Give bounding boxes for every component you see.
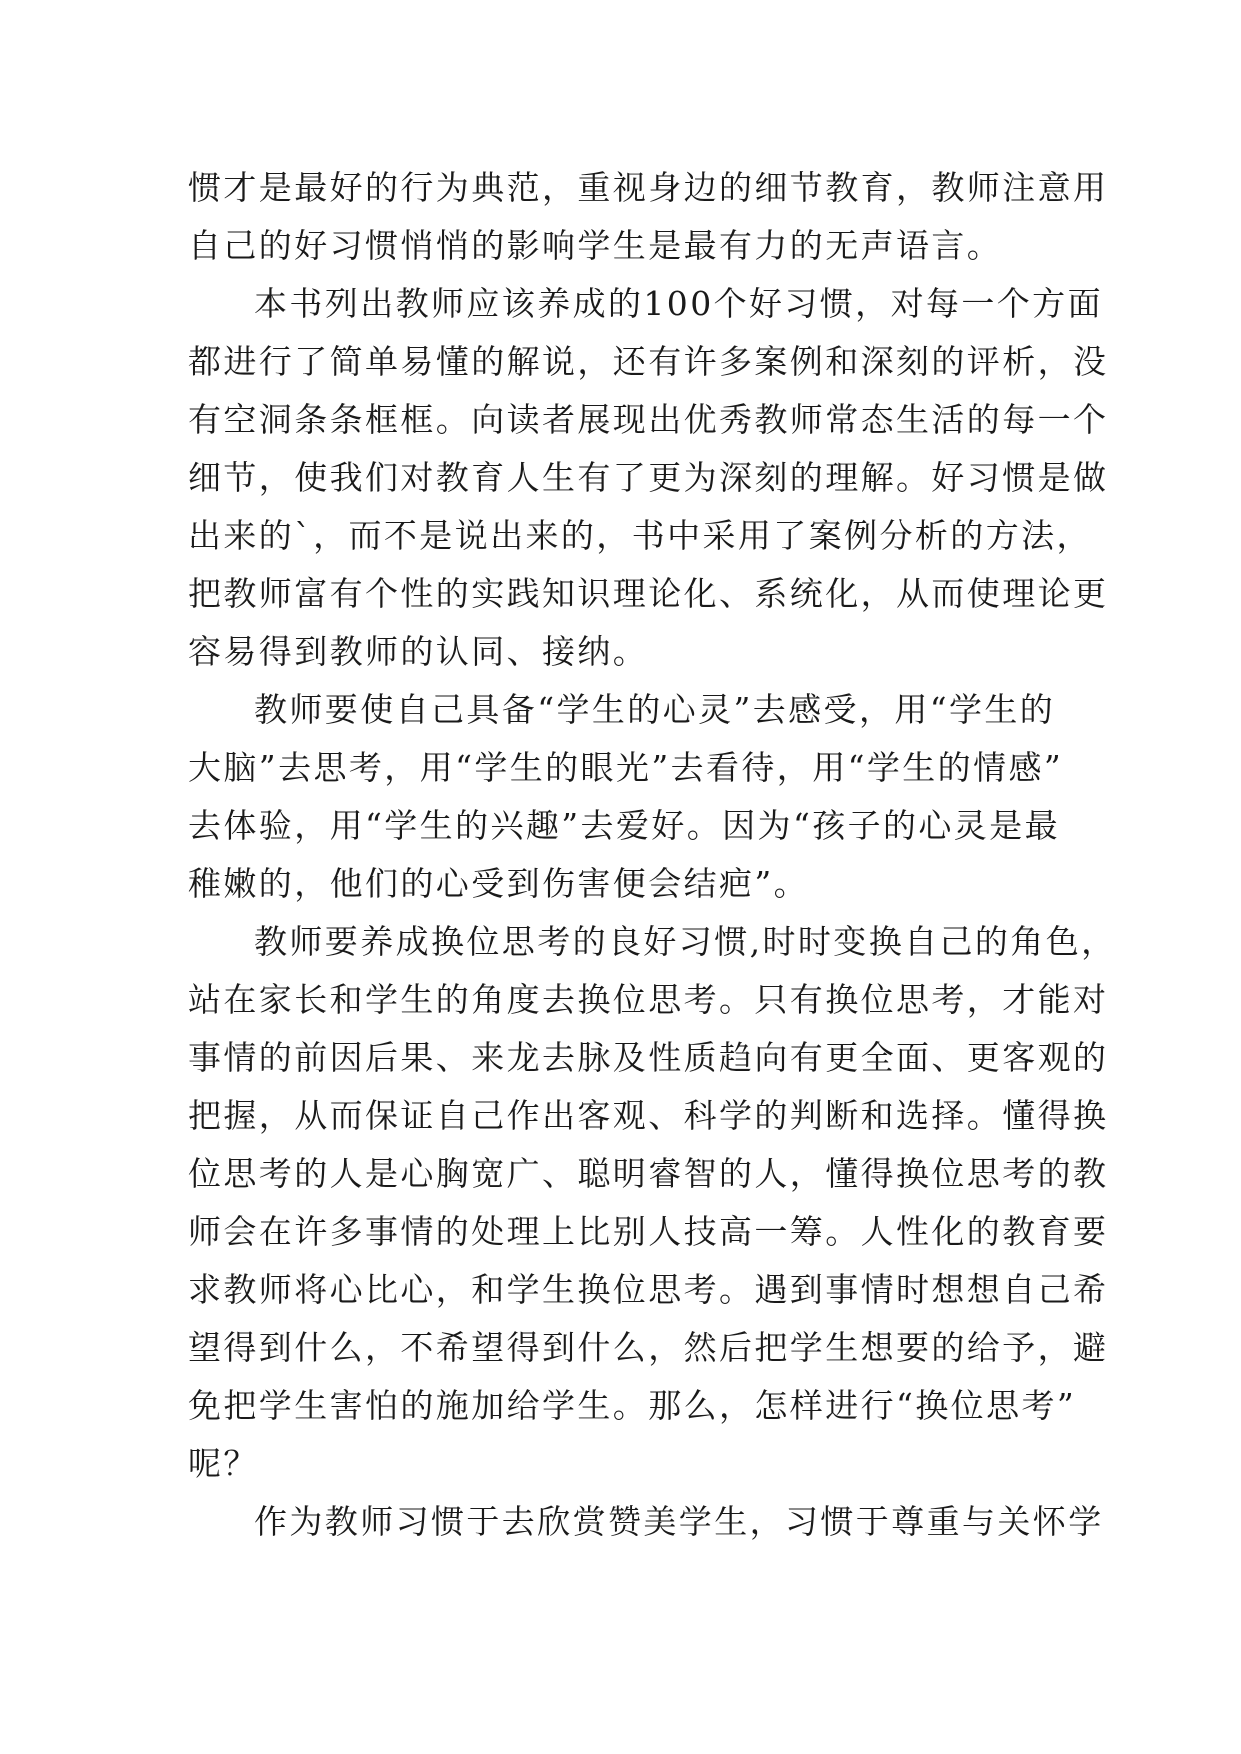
paragraph-2-line-5: 出来的`，而不是说出来的，书中采用了案例分析的方法， [188,516,1092,555]
paragraph-2-line-6: 把教师富有个性的实践知识理论化、系统化，从而使理论更 [188,574,1109,613]
paragraph-4-line-10: 呢？ [188,1444,259,1483]
paragraph-3-line-2: 大脑”去思考，用“学生的眼光”去看待，用“学生的情感” [188,748,1064,787]
paragraph-3-line-3: 去体验，用“学生的兴趣”去爱好。因为“孩子的心灵是最 [188,806,1061,845]
paragraph-4-line-6: 师会在许多事情的处理上比别人技高一筹。人性化的教育要 [188,1212,1109,1251]
paragraph-4-line-8: 望得到什么，不希望得到什么，然后把学生想要的给予，避 [188,1328,1109,1367]
paragraph-2-line-2: 都进行了简单易懂的解说，还有许多案例和深刻的评析，没 [188,342,1109,381]
paragraph-4-line-3: 事情的前因后果、来龙去脉及性质趋向有更全面、更客观的 [188,1038,1109,1077]
paragraph-2-line-1: 本书列出教师应该养成的100个好习惯，对每一个方面 [254,284,1103,323]
paragraph-3-line-1: 教师要使自己具备“学生的心灵”去感受，用“学生的 [254,690,1056,729]
paragraph-4-line-4: 把握，从而保证自己作出客观、科学的判断和选择。懂得换 [188,1096,1109,1135]
paragraph-4-line-2: 站在家长和学生的角度去换位思考。只有换位思考，才能对 [188,980,1109,1019]
paragraph-3-line-4: 稚嫩的，他们的心受到伤害便会结疤”。 [188,864,810,903]
paragraph-4-line-9: 免把学生害怕的施加给学生。那么，怎样进行“换位思考” [188,1386,1077,1425]
paragraph-4-line-5: 位思考的人是心胸宽广、聪明睿智的人，懂得换位思考的教 [188,1154,1109,1193]
paragraph-2-line-4: 细节，使我们对教育人生有了更为深刻的理解。好习惯是做 [188,458,1109,497]
paragraph-2-line-3: 有空洞条条框框。向读者展现出优秀教师常态生活的每一个 [188,400,1109,439]
paragraph-2-line-7: 容易得到教师的认同、接纳。 [188,632,649,671]
paragraph-1-line-1: 惯才是最好的行为典范，重视身边的细节教育，教师注意用 [188,168,1109,207]
paragraph-5-line-1: 作为教师习惯于去欣赏赞美学生，习惯于尊重与关怀学 [254,1502,1104,1541]
paragraph-4-line-1: 教师要养成换位思考的良好习惯,时时变换自己的角色， [254,922,1117,961]
paragraph-4-line-7: 求教师将心比心，和学生换位思考。遇到事情时想想自己希 [188,1270,1109,1309]
paragraph-1-line-2: 自己的好习惯悄悄的影响学生是最有力的无声语言。 [188,226,1003,265]
